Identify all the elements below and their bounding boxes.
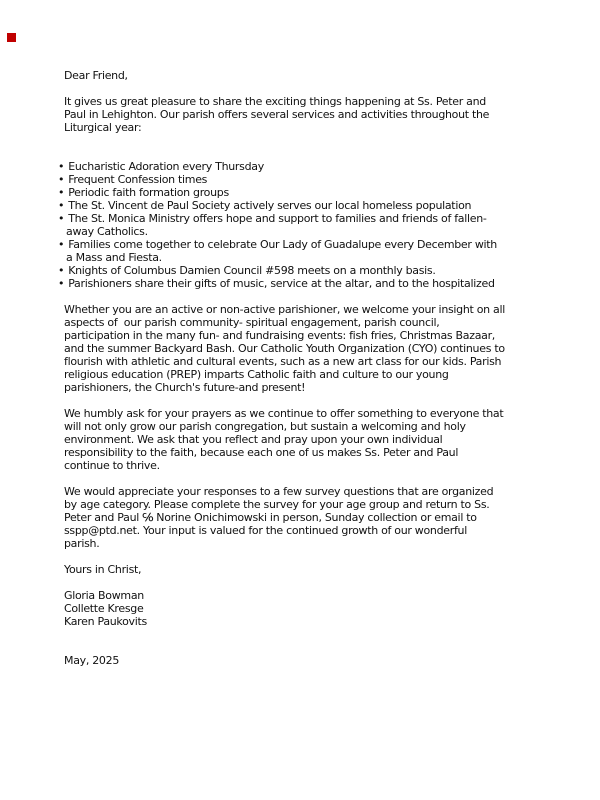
bullet-item	[58, 212, 554, 238]
letter-date-block	[64, 654, 554, 667]
bullet-line-continuation: a Mass and Fiesta.	[66, 251, 162, 264]
red-marker	[7, 33, 16, 42]
paragraph-line: continue to thrive.	[64, 459, 160, 472]
paragraph-intro	[64, 95, 554, 134]
paragraph-line: Liturgical year:	[64, 121, 142, 134]
bullet-text: Parishioners share their gifts of music, service at the altar, and to the hospitalized	[68, 277, 495, 290]
bullet-text: The St. Vincent de Paul Society actively serves our local homeless population	[68, 199, 472, 212]
paragraph-line: We humbly ask for your prayers as we continue to offer something to everyone that	[64, 407, 504, 420]
bullet-marker-icon: •	[58, 238, 65, 251]
bullet-line	[58, 173, 554, 186]
paragraph-line: flourish with athletic and cultural events, such as a new art class for our kids. Parish	[64, 355, 502, 368]
bullet-item	[58, 238, 554, 264]
bullet-text: Families come together to celebrate Our Lady of Guadalupe every December with	[68, 238, 497, 251]
paragraph-prayers	[64, 407, 554, 472]
paragraph-line: and the summer Backyard Bash. Our Catholic Youth Organization (CYO) continues to	[64, 342, 505, 355]
bullet-marker-icon: •	[58, 199, 65, 212]
signature-name: Collette Kresge	[64, 602, 144, 615]
paragraph-line: aspects of our parish community- spiritual engagement, parish council,	[64, 316, 440, 329]
bullet-marker-icon: •	[58, 186, 65, 199]
bullet-marker-icon: •	[58, 277, 65, 290]
paragraph-line: by age category. Please complete the survey for your age group and return to Ss.	[64, 498, 490, 511]
bullet-marker-icon: •	[58, 264, 65, 277]
signature-block	[64, 589, 554, 628]
bullet-item	[58, 199, 554, 212]
paragraph-line: We would appreciate your responses to a few survey questions that are organized	[64, 485, 494, 498]
bullet-item	[58, 173, 554, 186]
bullet-line	[58, 277, 554, 290]
salutation: Dear Friend,	[64, 69, 128, 82]
bullet-line	[58, 186, 554, 199]
paragraph-line: Whether you are an active or non-active parishioner, we welcome your insight on all	[64, 303, 505, 316]
bullet-item	[58, 277, 554, 290]
paragraph-survey	[64, 485, 554, 550]
bullet-text: Frequent Confession times	[68, 173, 208, 186]
bullet-text: The St. Monica Ministry offers hope and support to families and friends of fallen-	[68, 212, 487, 225]
paragraph-line: responsibility to the faith, because each one of us makes Ss. Peter and Paul	[64, 446, 459, 459]
bullet-text: Knights of Columbus Damien Council #598 meets on a monthly basis.	[68, 264, 436, 277]
bullet-item	[58, 160, 554, 173]
bullet-line	[58, 212, 554, 225]
paragraph-line: will not only grow our parish congregation, but sustain a welcoming and holy	[64, 420, 466, 433]
signature-name: Gloria Bowman	[64, 589, 144, 602]
signature-name: Karen Paukovits	[64, 615, 147, 628]
bullet-line	[58, 238, 554, 251]
paragraph-line: sspp@ptd.net. Your input is valued for the continued growth of our wonderful	[64, 524, 467, 537]
closing-line: Yours in Christ,	[64, 563, 142, 576]
closing	[64, 563, 554, 576]
letter-date: May, 2025	[64, 654, 120, 667]
bullet-line	[58, 160, 554, 173]
bullet-marker-icon: •	[58, 212, 65, 225]
bullet-text: Periodic faith formation groups	[68, 186, 229, 199]
paragraph-line: environment. We ask that you reflect and pray upon your own individual	[64, 433, 443, 446]
bullet-line-continuation: away Catholics.	[66, 225, 148, 238]
paragraph-line: Paul in Lehighton. Our parish offers several services and activities throughout the	[64, 108, 490, 121]
bullet-item	[58, 264, 554, 277]
letter-body	[58, 69, 554, 667]
bullet-marker-icon: •	[58, 160, 65, 173]
bullet-line	[58, 264, 554, 277]
paragraph-insight	[64, 303, 554, 394]
bullet-item	[58, 186, 554, 199]
bullet-line	[58, 199, 554, 212]
paragraph-line: It gives us great pleasure to share the exciting things happening at Ss. Peter and	[64, 95, 486, 108]
paragraph-line: parish.	[64, 537, 100, 550]
paragraph-line: Peter and Paul ℅ Norine Onichimowski in person, Sunday collection or email to	[64, 511, 477, 524]
paragraph-line: religious education (PREP) imparts Catholic faith and culture to our young	[64, 368, 449, 381]
paragraph-line: parishioners, the Church's future-and present!	[64, 381, 306, 394]
bullet-text: Eucharistic Adoration every Thursday	[68, 160, 264, 173]
services-bullet-list	[58, 160, 554, 290]
paragraph-line: participation in the many fun- and fundraising events: fish fries, Christmas Bazaar,	[64, 329, 496, 342]
bullet-marker-icon: •	[58, 173, 65, 186]
